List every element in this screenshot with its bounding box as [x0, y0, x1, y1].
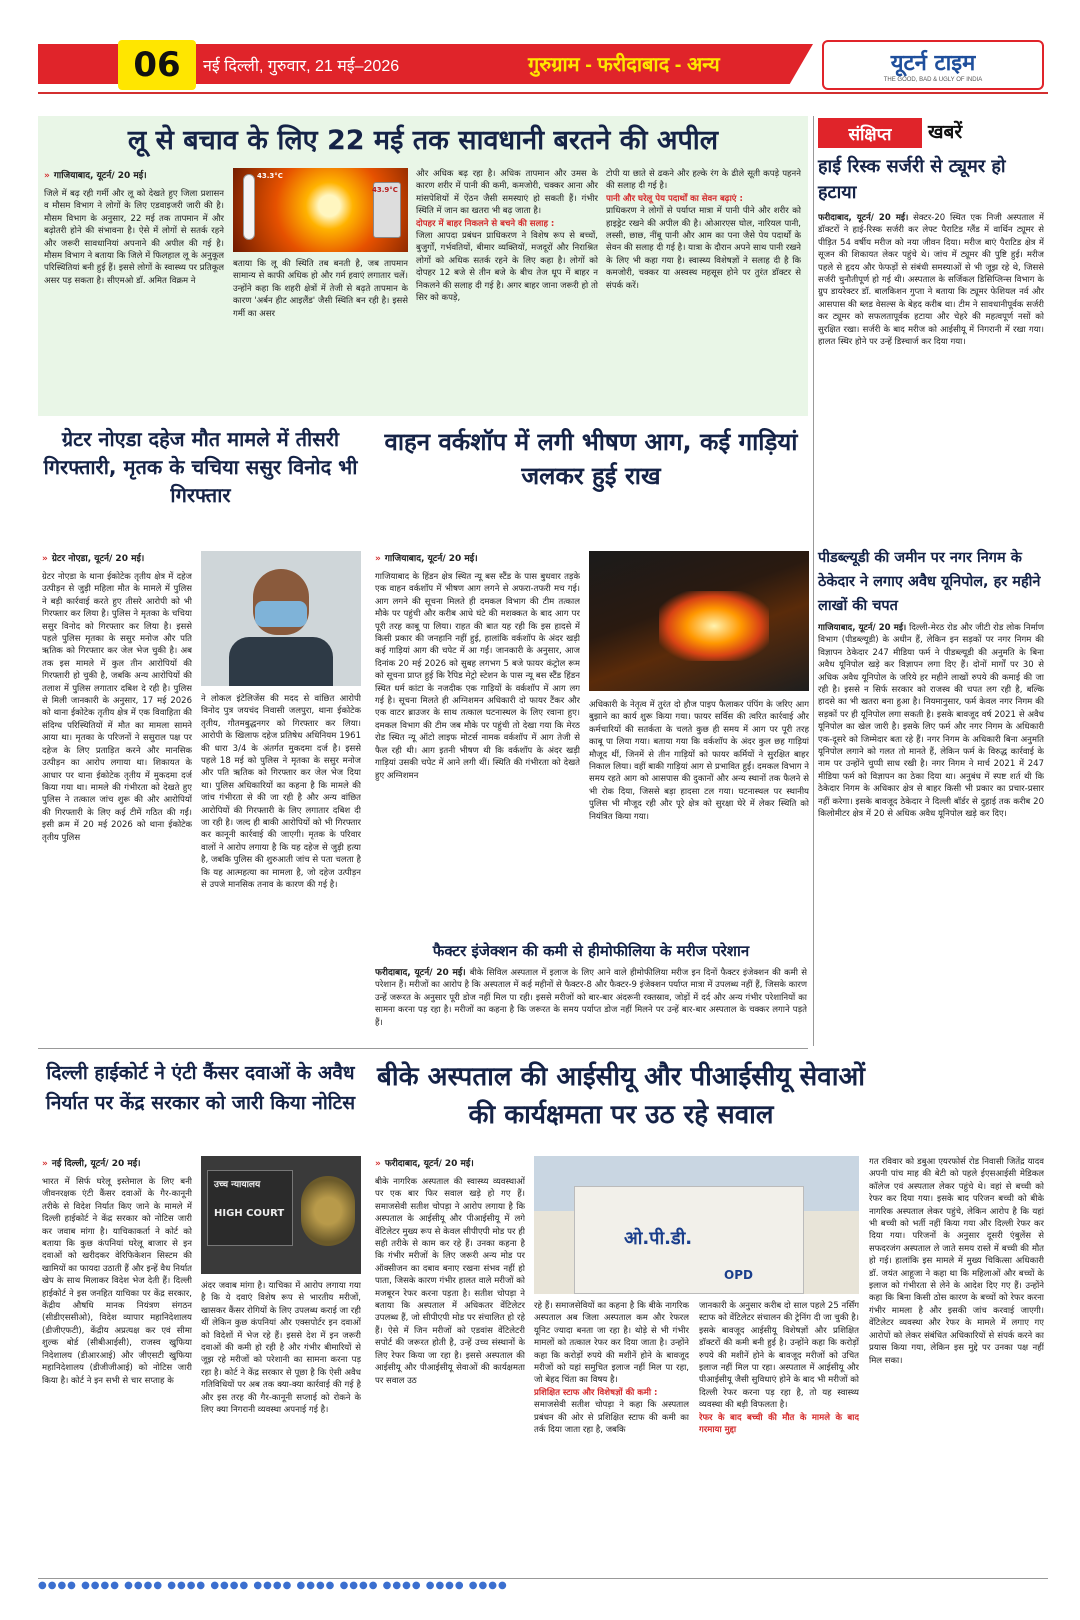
- page-number: 06: [118, 40, 196, 90]
- opd-sign: ओ.पी.डी.: [624, 1228, 693, 1249]
- hospital-photo: [534, 1156, 859, 1294]
- color-dots: ●●●● ●●●● ●●●● ●●●● ●●●● ●●●● ●●●● ●●●● ●●●● ●●●● ●●●●: [38, 1580, 508, 1591]
- dateline: » गाजियाबाद, यूटर्न/ 20 मई।: [44, 171, 147, 181]
- highcourt-photo: [201, 1156, 361, 1274]
- story-column-3: जानकारी के अनुसार करीब दो साल पहले 25 नर्सिंग स्टाफ को वेंटिलेटर संचालन की ट्रेनिंग दी जा चुकी है। इसके बावजूद आईसीयू विशेषज्ञों और प्रशिक्षित डॉक्टरों की कमी बनी हुई है। उन्होंने कहा कि करोड़ों रुपये की मशीनें होने के बावजूद मरीजों को उचित इलाज नहीं मिल पा रहा। अस्पताल में आईसीयू और पीआईसीयू जैसी सुविधाएं होने के बाद भी मरीजों को दिल्ली रेफर करना पड़ रहा है, तो यह स्वास्थ्य व्यवस्था की बड़ी विफलता है। रेफर के बाद बच्ची की मौत के मामले के बाद गरमाया मुद्दा: [699, 1301, 859, 1436]
- brief-unipole: [818, 546, 1044, 1046]
- issue-date: नई दिल्ली, गुरुवार, 21 मई–2026: [203, 58, 400, 75]
- dateline: » ग्रेटर नोएडा, यूटर्न/ 20 मई।: [42, 554, 145, 564]
- subheading: प्रशिक्षित स्टाफ और विशेषज्ञों की कमी :: [534, 1387, 658, 1398]
- story-column-2: अंदर जवाब मांगा है। याचिका में आरोप लगाया गया है कि ये दवाएं विशेष रूप से भारतीय मरीजों, खासकर कैंसर रोगियों के लिए उपलब्ध कराई जा रही थीं लेकिन कुछ कंपनियां और एक्सपोर्टर इन दवाओं को विदेशों में भेज रहे हैं। इससे देश में इन जरूरी दवाओं की कमी हो रही है और गंभीर बीमारियों से जूझ रहे मरीजों को परेशानी का सामना करना पड़ रहा है। कोर्ट ने केंद्र सरकार से पूछा है कि ऐसी अवैध गतिविधियों पर अब तक क्या-क्या कार्रवाई की गई है और इस तरह की गैर-कानूनी सप्लाई को रोकने के लिए क्या निगरानी व्यवस्था अपनाई गई है।: [201, 1281, 361, 1416]
- bk-hospital-story: [371, 1056, 1048, 1576]
- headline: लू से बचाव के लिए 22 मई तक सावधानी बरतने की अपील: [127, 125, 719, 156]
- heatwave-photo: [233, 168, 408, 252]
- story-column-2: अधिकारी के नेतृत्व में तुरंत दो हौज पाइप फैलाकर पंपिंग के जरिए आग बुझाने का कार्य शुरू किया गया। फायर सर्विस की त्वरित कार्रवाई और कर्मचारियों की सतर्कता के चलते कुछ ही समय में आग पर पूरी तरह काबू पा लिया गया। बताया गया कि वर्कशॉप के अंदर कुल छह गाड़ियां मौजूद थीं, जिनमें से तीन गाड़ियों को फायर कर्मियों ने सुरक्षित बाहर निकाल लिया। वहीं बाकी गाड़ियां आग से प्रभावित हुईं। दमकल विभाग ने समय रहते आग को आसपास की दुकानों और अन्य स्थानों तक फैलने से भी रोक दिया, जिससे बड़ा हादसा टल गया। घटनास्थल पर स्थानीय पुलिस भी मौजूद रही और पूरे क्षेत्र को सुरक्षा घेरे में लेकर स्थिति को नियंत्रित किया गया।: [589, 700, 809, 822]
- fire-story: [371, 421, 811, 936]
- story-column-1: ग्रेटर नोएडा के थाना ईकोटेक तृतीय क्षेत्र में दहेज उत्पीड़न से जुड़ी महिला मौत के मामले में पुलिस ने बड़ी कार्रवाई करते हुए तीसरे आरोपी को भी गिरफ्तार कर लिया है। पुलिस ने मृतका के चचिया ससुर विनोद को गिरफ्तार कर लिया है। इससे पहले पुलिस मृतका के ससुर मनोज और पति ऋतिक को गिरफ्तार कर जेल भेज चुकी है। अब तक इस मामले में कुल तीन आरोपियों की गिरफ्तारी हो चुकी है, जबकि अन्य आरोपियों की तलाश में पुलिस लगातार दबिश दे रही है। पुलिस से मिली जानकारी के अनुसार, 17 मई 2026 को थाना ईकोटेक तृतीय क्षेत्र में एक विवाहिता की संदिग्ध परिस्थितियों में मौत का मामला सामने आया था। मृतका के परिजनों ने ससुराल पक्ष पर दहेज के लिए प्रताड़ित करने और मानसिक उत्पीड़न का आरोप लगाया था। शिकायत के आधार पर थाना ईकोटेक तृतीय में मुकदमा दर्ज किया गया था। मामले की गंभीरता को देखते हुए पुलिस ने तत्काल जांच शुरू की और आरोपियों की गिरफ्तारी के लिए कई टीमें गठित की गईं। इसी क्रम में 20 मई 2026 को थाना ईकोटेक तृतीय पुलिस: [42, 572, 192, 843]
- highcourt-story: [38, 1056, 363, 1576]
- page-header: [38, 36, 1048, 94]
- person-shirt: [229, 637, 333, 686]
- brief-headline: पीडब्ल्यूडी की जमीन पर नगर निगम के ठेकेदार ने लगाए अवैध यूनिपोल, हर महीने लाखों की चपत: [818, 550, 1041, 614]
- subheading: दोपहर में बाहर निकलने से बचने की सलाह :: [416, 218, 555, 229]
- hemophilia-story: [371, 941, 811, 1046]
- accused-photo: [201, 551, 361, 686]
- dateline: » फरीदाबाद, यूटर्न/ 20 मई।: [375, 1159, 474, 1169]
- bottom-rule: [38, 1578, 1048, 1579]
- brief-label: संक्षिप्त: [818, 118, 922, 148]
- dateline: » गाजियाबाद, यूटर्न/ 20 मई।: [375, 554, 478, 564]
- story-body: फरीदाबाद, यूटर्न/ 20 मई। बीके सिविल अस्पताल में इलाज के लिए आने वाले हीमोफीलिया मरीज इन दिनों फैक्टर इंजेक्शन की कमी से परेशान हैं। मरीजों का आरोप है कि अस्पताल में कई महीनों से फैक्टर-8 और फैक्टर-9 इंजेक्शन पर्याप्त मात्रा में उपलब्ध नहीं हैं, जिसके कारण उन्हें जरूरत के अनुसार पूरी डोज नहीं मिल पा रही। इससे मरीजों को बार-बार अंदरूनी रक्तस्राव, जोड़ों में दर्द और अन्य गंभीर परेशानियों का सामना करना पड़ रहा है। मरीजों का कहना है कि जरूरत के समय पर्याप्त डोज नहीं मिलने पर उन्हें बार-बार अस्पताल के चक्कर लगाने पड़ते हैं।: [375, 968, 807, 1028]
- newspaper-page: [38, 36, 1048, 1601]
- bullet-icon: »: [42, 554, 48, 564]
- story-column-2: ने लोकल इंटेलिजेंस की मदद से वांछित आरोपी विनोद पुत्र जयचंद निवासी जलपुरा, थाना ईकोटेक तृतीय, गौतमबुद्धनगर को गिरफ्तार कर लिया। आरोपी के खिलाफ दहेज प्रतिषेध अधिनियम 1961 की धारा 3/4 के अंतर्गत मुकदमा दर्ज है। इससे पहले 18 मई को पुलिस ने मृतका के ससुर मनोज और पति ऋतिक को गिरफ्तार कर जेल भेज दिया था। पुलिस अधिकारियों का कहना है कि मामले की जांच गंभीरता से की जा रही है और अन्य वांछित आरोपियों की गिरफ्तारी के लिए लगातार दबिश दी जा रही है। जल्द ही बाकी आरोपियों को भी गिरफ्तार कर कानूनी कार्रवाई की जाएगी। मृतक के परिवार वालों ने आरोप लगाया है कि यह दहेज से जुड़ी हत्या है, जबकि पुलिस की शुरुआती जांच से पता चलता है कि यह आत्महत्या का मामला है, जो दहेज उत्पीड़न से उपजे मानसिक तनाव के कारण की गई है।: [201, 694, 361, 891]
- court-sign: उच्च न्यायालय HIGH COURT: [207, 1170, 293, 1246]
- footer-dots: [38, 1580, 1048, 1594]
- temp-label-1: 43.3°C: [257, 172, 283, 180]
- bullet-icon: »: [375, 554, 381, 564]
- sidebar-divider: [813, 116, 814, 1046]
- story-column-2: बताया कि लू की स्थिति तब बनती है, जब तापमान सामान्य से काफी अधिक हो और गर्म हवाएं लगातार चलें। उन्होंने कहा कि शहरी क्षेत्रों में तेजी से बढ़ते तापमान के कारण 'अर्बन हीट आइलैंड' जैसी स्थिति बन रही है। इससे गर्मी का असर: [233, 259, 408, 319]
- fire-glow: [659, 591, 769, 661]
- story-column-1: भारत में सिर्फ घरेलू इस्तेमाल के लिए बनी जीवनरक्षक एंटी कैंसर दवाओं के गैर-कानूनी तरीके से विदेश निर्यात किए जाने के मामले में दिल्ली हाईकोर्ट ने केंद्र सरकार को नोटिस जारी कर जवाब मांगा है। याचिकाकर्ता ने कोर्ट को बताया कि कुछ कंपनियां घरेलू बाजार से इन दवाओं को खरीदकर वेरिफिकेशन सिस्टम की खामियों का फायदा उठाती हैं और इन्हें वैध निर्यात खेप के साथ मिलाकर विदेश भेज देती हैं। दिल्ली हाईकोर्ट ने इस जनहित याचिका पर केंद्र सरकार, केंद्रीय औषधि मानक नियंत्रण संगठन (सीडीएससीओ), विदेश व्यापार महानिदेशालय (डीजीएफटी), केंद्रीय अप्रत्यक्ष कर एवं सीमा शुल्क बोर्ड (सीबीआईसी), राजस्व खुफिया निदेशालय (डीआरआई) और जीएसटी खुफिया महानिदेशालय (डीजीजीआई) को नोटिस जारी किया है। कोर्ट ने इन सभी से चार सप्ताह के: [42, 1177, 192, 1386]
- subheading: पानी और घरेलू पेय पदार्थों का सेवन बढ़ाएं :: [606, 193, 743, 204]
- headline: बीके अस्पताल की आईसीयू और पीआईसीयू सेवाओं की कार्यक्षमता पर उठ रहे सवाल: [376, 1062, 866, 1130]
- logo-tagline: THE GOOD, BAD & UGLY OF INDIA: [883, 77, 983, 83]
- face-mask: [255, 601, 307, 627]
- dowry-story: [38, 421, 363, 1043]
- masthead-logo: [822, 40, 1044, 90]
- story-column-1: गाजियाबाद के हिंडन क्षेत्र स्थित न्यू बस स्टैंड के पास बुधवार तड़के एक वाहन वर्कशॉप में भीषण आग लगने से अफरा-तफरी मच गई। आग लगने की सूचना मिलते ही दमकल विभाग की टीम तत्काल मौके पर पहुंची और करीब आधे घंटे की मशक्कत के बाद आग पर पूरी तरह काबू पा लिया। राहत की बात यह रही कि इस हादसे में किसी प्रकार की जनहानि नहीं हुई, हालांकि वर्कशॉप के अंदर खड़ी कई गाड़ियां आग की चपेट में आ गईं। जानकारी के अनुसार, आज दिनांक 20 मई 2026 को सुबह लगभग 5 बजे फायर कंट्रोल रूम को सूचना प्राप्त हुई कि रैपिड मेट्रो स्टेशन के पास न्यू बस स्टैंड हिंडन स्थित धर्म कांटा के नजदीक एक गाड़ियों के वर्कशॉप में आग लग गई है। सूचना मिलते ही अग्निशमन अधिकारी दो फायर टैंकर और एक वाटर ब्राउजर के साथ तत्काल घटनास्थल के लिए रवाना हुए। दमकल विभाग की टीम जब मौके पर पहुंची तो देखा गया कि मेरठ रोड स्थित न्यू ऑटो लाइफ मोटर्स नामक वर्कशॉप में आग तेजी से फैल रही थी। आग इतनी भीषण थी कि वर्कशॉप के अंदर खड़ी गाड़ियां उसकी चपेट में आने लगी थीं। स्थिति की गंभीरता को देखते हुए अग्निशमन: [375, 572, 580, 781]
- headline: ग्रेटर नोएडा दहेज मौत मामले में तीसरी गिरफ्तारी, मृतक के चचिया ससुर विनोद भी गिरफ्तार: [43, 427, 358, 507]
- thermometer-left: [243, 174, 255, 240]
- horizontal-divider: [38, 1048, 808, 1049]
- brief-surgery: [818, 154, 1044, 534]
- fire-photo: [589, 551, 809, 691]
- story-column-1: जिले में बढ़ रही गर्मी और लू को देखते हुए जिला प्रशासन व मौसम विभाग ने लोगों के लिए एडवाइजरी जारी की है। मौसम विभाग के अनुसार, 22 मई तक तापमान में और बढ़ोतरी होने की संभावना है। ऐसे में लोगों से सतर्क रहने और जरूरी सावधानियां अपनाने की अपील की गई है। मौसम विभाग ने बताया कि जिले में फिलहाल लू के अनुकूल परिस्थितियां बनी हुई हैं। इससे लोगों के स्वास्थ्य पर प्रतिकूल असर पड़ सकता है। सीएमओ डॉ. अमित विक्रम ने: [44, 189, 224, 286]
- bullet-icon: »: [375, 1159, 381, 1169]
- dateline: गाजियाबाद, यूटर्न/ 20 मई।: [818, 623, 907, 633]
- headline: फैक्टर इंजेक्शन की कमी से हीमोफीलिया के मरीज परेशान: [432, 942, 750, 960]
- headline: वाहन वर्कशॉप में लगी भीषण आग, कई गाड़ियां जलकर हुई राख: [384, 428, 798, 490]
- brief-headline: हाई रिस्क सर्जरी से ट्यूमर हो हटाया: [818, 156, 1006, 203]
- brief-news-header: [818, 118, 1044, 148]
- news-label: खबरें: [928, 121, 963, 143]
- story-column-3: और अधिक बढ़ रहा है। अधिक तापमान और उमस के कारण शरीर में पानी की कमी, कमजोरी, चक्कर आना और मांसपेशियों में ऐंठन जैसी समस्याएं हो सकती हैं। गंभीर स्थिति में जान का खतरा भी बढ़ जाता है। दोपहर में बाहर निकलने से बचने की सलाह : जिला आपदा प्रबंधन प्राधिकरण ने विशेष रूप से बच्चों, बुजुर्गों, गर्भवतियों, बीमार व्यक्तियों, मजदूरों और निराश्रित लोगों को अधिक सतर्क रहने के लिए कहा है। लोगों को दोपहर 12 बजे से तीन बजे के बीच तेज धूप में बाहर न निकलने की सलाह दी गई है। अगर बाहर जाना जरूरी हो तो सिर को कपड़े,: [416, 169, 598, 304]
- headline: दिल्ली हाईकोर्ट ने एंटी कैंसर दवाओं के अवैध निर्यात पर केंद्र सरकार को जारी किया नोटिस: [45, 1062, 356, 1114]
- story-column-4: टोपी या छाते से ढकने और हल्के रंग के ढीले सूती कपड़े पहनने की सलाह दी गई है। पानी और घरेलू पेय पदार्थों का सेवन बढ़ाएं : प्राधिकरण ने लोगों से पर्याप्त मात्रा में पानी पीने और शरीर को हाइड्रेट रखने की अपील की है। ओआरएस घोल, नारियल पानी, लस्सी, छाछ, नींबू पानी और आम का पना जैसे पेय पदार्थों के सेवन की सलाह दी गई है। यात्रा के दौरान अपने साथ पानी रखने के लिए भी कहा गया है। स्वास्थ्य विशेषज्ञों ने सलाह दी है कि कमजोरी, चक्कर या अस्वस्थ महसूस होने पर तुरंत डॉक्टर से संपर्क करें।: [606, 169, 801, 291]
- brief-body: फरीदाबाद, यूटर्न/ 20 मई। सेक्टर-20 स्थित एक निजी अस्पताल में डॉक्टरों ने हाई-रिस्क सर्जरी कर लेफ्ट पैराटिड ग्लैंड में वार्थिन ट्यूमर से पीड़ित 54 वर्षीय मरीज को नया जीवन दिया। मरीज बाएं पैराटिड क्षेत्र में सूजन की शिकायत लेकर पहुंचे थे। जांच में ट्यूमर की पुष्टि हुई। मरीज पहले से हृदय और फेफड़ों से संबंधी समस्याओं से भी जूझ रहे थे, जिससे सर्जरी चुनौतीपूर्ण हो गई थी। अस्पताल के सर्जिकल डिसिप्लिन्स विभाग के ग्रुप डायरेक्टर डॉ. बालकिशन गुप्ता ने बताया कि ट्यूमर फेशियल नर्व और आसपास की ब्लड वेसल्स के बेहद करीब था। टीम ने सावधानीपूर्वक सर्जरी कर ट्यूमर को सफलतापूर्वक हटाया और चेहरे की महत्वपूर्ण नसों को सुरक्षित रखा। सर्जरी के बाद मरीज को आईसीयू में निगरानी में रखा गया। हालत स्थिर होने पर उन्हें डिस्चार्ज कर दिया गया।: [818, 213, 1044, 348]
- story-column-4: गत रविवार को डबुआ एयरफोर्स रोड निवासी जितेंद्र यादव अपनी पांच माह की बेटी को पहले ईएसआईसी मेडिकल कॉलेज एवं अस्पताल लेकर पहुंचे थे। वहां से बच्ची को रेफर कर दिया गया। इसके बाद परिजन बच्ची को बीके नागरिक अस्पताल लेकर पहुंचे, लेकिन आरोप है कि यहां भी बच्ची को भर्ती नहीं किया गया और दिल्ली रेफर कर दिया गया। परिजनों के अनुसार दूसरी एंबुलेंस से सफदरजंग अस्पताल ले जाते समय रास्ते में बच्ची की मौत हो गई। हालांकि इस मामले में मुख्य चिकित्सा अधिकारी डॉ. जयंत आहूजा ने कहा था कि महिलाओं और बच्चों के इलाज को गंभीरता से लेने के आदेश दिए गए हैं। उन्होंने कहा कि बिना किसी ठोस कारण के बच्चों को रेफर करना गंभीर मामला है और इसकी जांच करवाई जाएगी। वेंटिलेटर व्यवस्था और रेफर के मामले में लगाए गए आरोपों को लेकर संबंधित अधिकारियों से संपर्क करने का प्रयास किया गया, लेकिन इस मुद्दे पर उनका पक्ष नहीं मिल सका।: [869, 1157, 1044, 1366]
- brief-body: गाजियाबाद, यूटर्न/ 20 मई। दिल्ली-मेरठ रोड और जीटी रोड लोक निर्माण विभाग (पीडब्ल्यूडी) के अधीन हैं, लेकिन इन सड़कों पर नगर निगम की विज्ञापन ठेकेदार 247 मीडिया फर्म ने पीडब्ल्यूडी की अनुमति के बिना अवैध यूनिपोल खड़े कर विज्ञापन लगा दिए हैं। दोनों मार्गों पर 30 से अधिक अवैध यूनिपोल के जरिये हर महीने लाखों रुपये की कमाई की जा रही है। इससे न सिर्फ सरकार को राजस्व की चपत लग रही है, बल्कि हादसे का भी खतरा बना हुआ है। नियमानुसार, फर्म केवल नगर निगम की सड़कों पर ही यूनिपोल लगा सकती है। इसके बावजूद वर्ष 2021 से अवैध यूनिपोल का खेल जारी है। इसके लिए फर्म और नगर निगम के अधिकारी एक-दूसरे को जिम्मेदार बता रहे हैं। नगर निगम के अधिकारी बिना अनुमति यूनिपोल लगाने को गलत तो मानते हैं, लेकिन फर्म के विरुद्ध कार्रवाई के नाम पर उन्होंने चुप्पी साध रखी है। नगर निगम ने मार्च 2021 में 247 मीडिया फर्म को विज्ञापन का ठेका दिया था। अनुबंध में स्पष्ट शर्त थी कि ठेकेदार निगम के अधिकार क्षेत्र से बाहर किसी भी प्रकार का प्रचार-प्रसार नहीं करेगा। इसके बावजूद ठेकेदार ने दिल्ली बॉर्डर से दुहाई तक करीब 20 किलोमीटर क्षेत्र में 20 से अधिक अवैध यूनिपोल खड़े कर दिए।: [818, 623, 1044, 820]
- dateline: फरीदाबाद, यूटर्न/ 20 मई।: [375, 968, 466, 978]
- story-column-2: रहे हैं। समाजसेवियों का कहना है कि बीके नागरिक अस्पताल अब जिला अस्पताल कम और रेफरल यूनिट ज्यादा बनता जा रहा है। थोड़े से भी गंभीर मामलों को तत्काल रेफर कर दिया जाता है। उन्होंने कहा कि करोड़ों रुपये की मशीनें होने के बावजूद मरीजों को यहां समुचित इलाज नहीं मिल पा रहा, जो बेहद चिंता का विषय है। प्रशिक्षित स्टाफ और विशेषज्ञों की कमी : समाजसेवी सतीश चोपड़ा ने कहा कि अस्पताल प्रबंधन की ओर से प्रशिक्षित स्टाफ की कमी का तर्क दिया जाता रहा है, जबकि: [534, 1301, 689, 1436]
- section-region: गुरुग्राम - फरीदाबाद - अन्य: [528, 54, 720, 76]
- heatwave-story: [38, 116, 808, 416]
- dateline: फरीदाबाद, यूटर्न/ 20 मई।: [818, 213, 909, 223]
- emblem: [301, 1176, 355, 1246]
- story-column-1: बीके नागरिक अस्पताल की स्वास्थ्य व्यवस्थाओं पर एक बार फिर सवाल खड़े हो गए हैं। समाजसेवी सतीश चोपड़ा ने आरोप लगाया है कि अस्पताल के आईसीयू और पीआईसीयू में लगे वेंटिलेटर मुख्य रूप से केवल सीपीएपी मोड पर ही सही तरीके से काम कर रहे हैं। उनका कहना है कि गंभीर मरीजों के लिए जरूरी अन्य मोड पर ऑक्सीजन का दबाव बनाए रखना संभव नहीं हो पाता, जिसके कारण गंभीर हालत वाले मरीजों को मजबूरन रेफर करना पड़ता है। सतीश चोपड़ा ने बताया कि अस्पताल में अधिकतर वेंटिलेटर उपलब्ध हैं, जो सीपीएपी मोड पर संचालित हो रहे हैं। ऐसे में जिन मरीजों को एडवांस वेंटिलेटरी सपोर्ट की जरूरत होती है, उन्हें उच्च संस्थानों के लिए रेफर किया जा रहा है। इससे अस्पताल की आईसीयू और पीआईसीयू सेवाओं की कार्यक्षमता पर सवाल उठ: [375, 1177, 525, 1386]
- opd-sign-en: OPD: [724, 1268, 753, 1282]
- dateline: » नई दिल्ली, यूटर्न/ 20 मई।: [42, 1159, 141, 1169]
- temp-label-2: 43.9°C: [372, 186, 398, 194]
- subheading: रेफर के बाद बच्ची की मौत के मामले के बाद गरमाया मुद्दा: [699, 1412, 859, 1436]
- logo-text: यूटर्न टाइम: [890, 50, 976, 76]
- bullet-icon: »: [44, 171, 50, 181]
- bullet-icon: »: [42, 1159, 48, 1169]
